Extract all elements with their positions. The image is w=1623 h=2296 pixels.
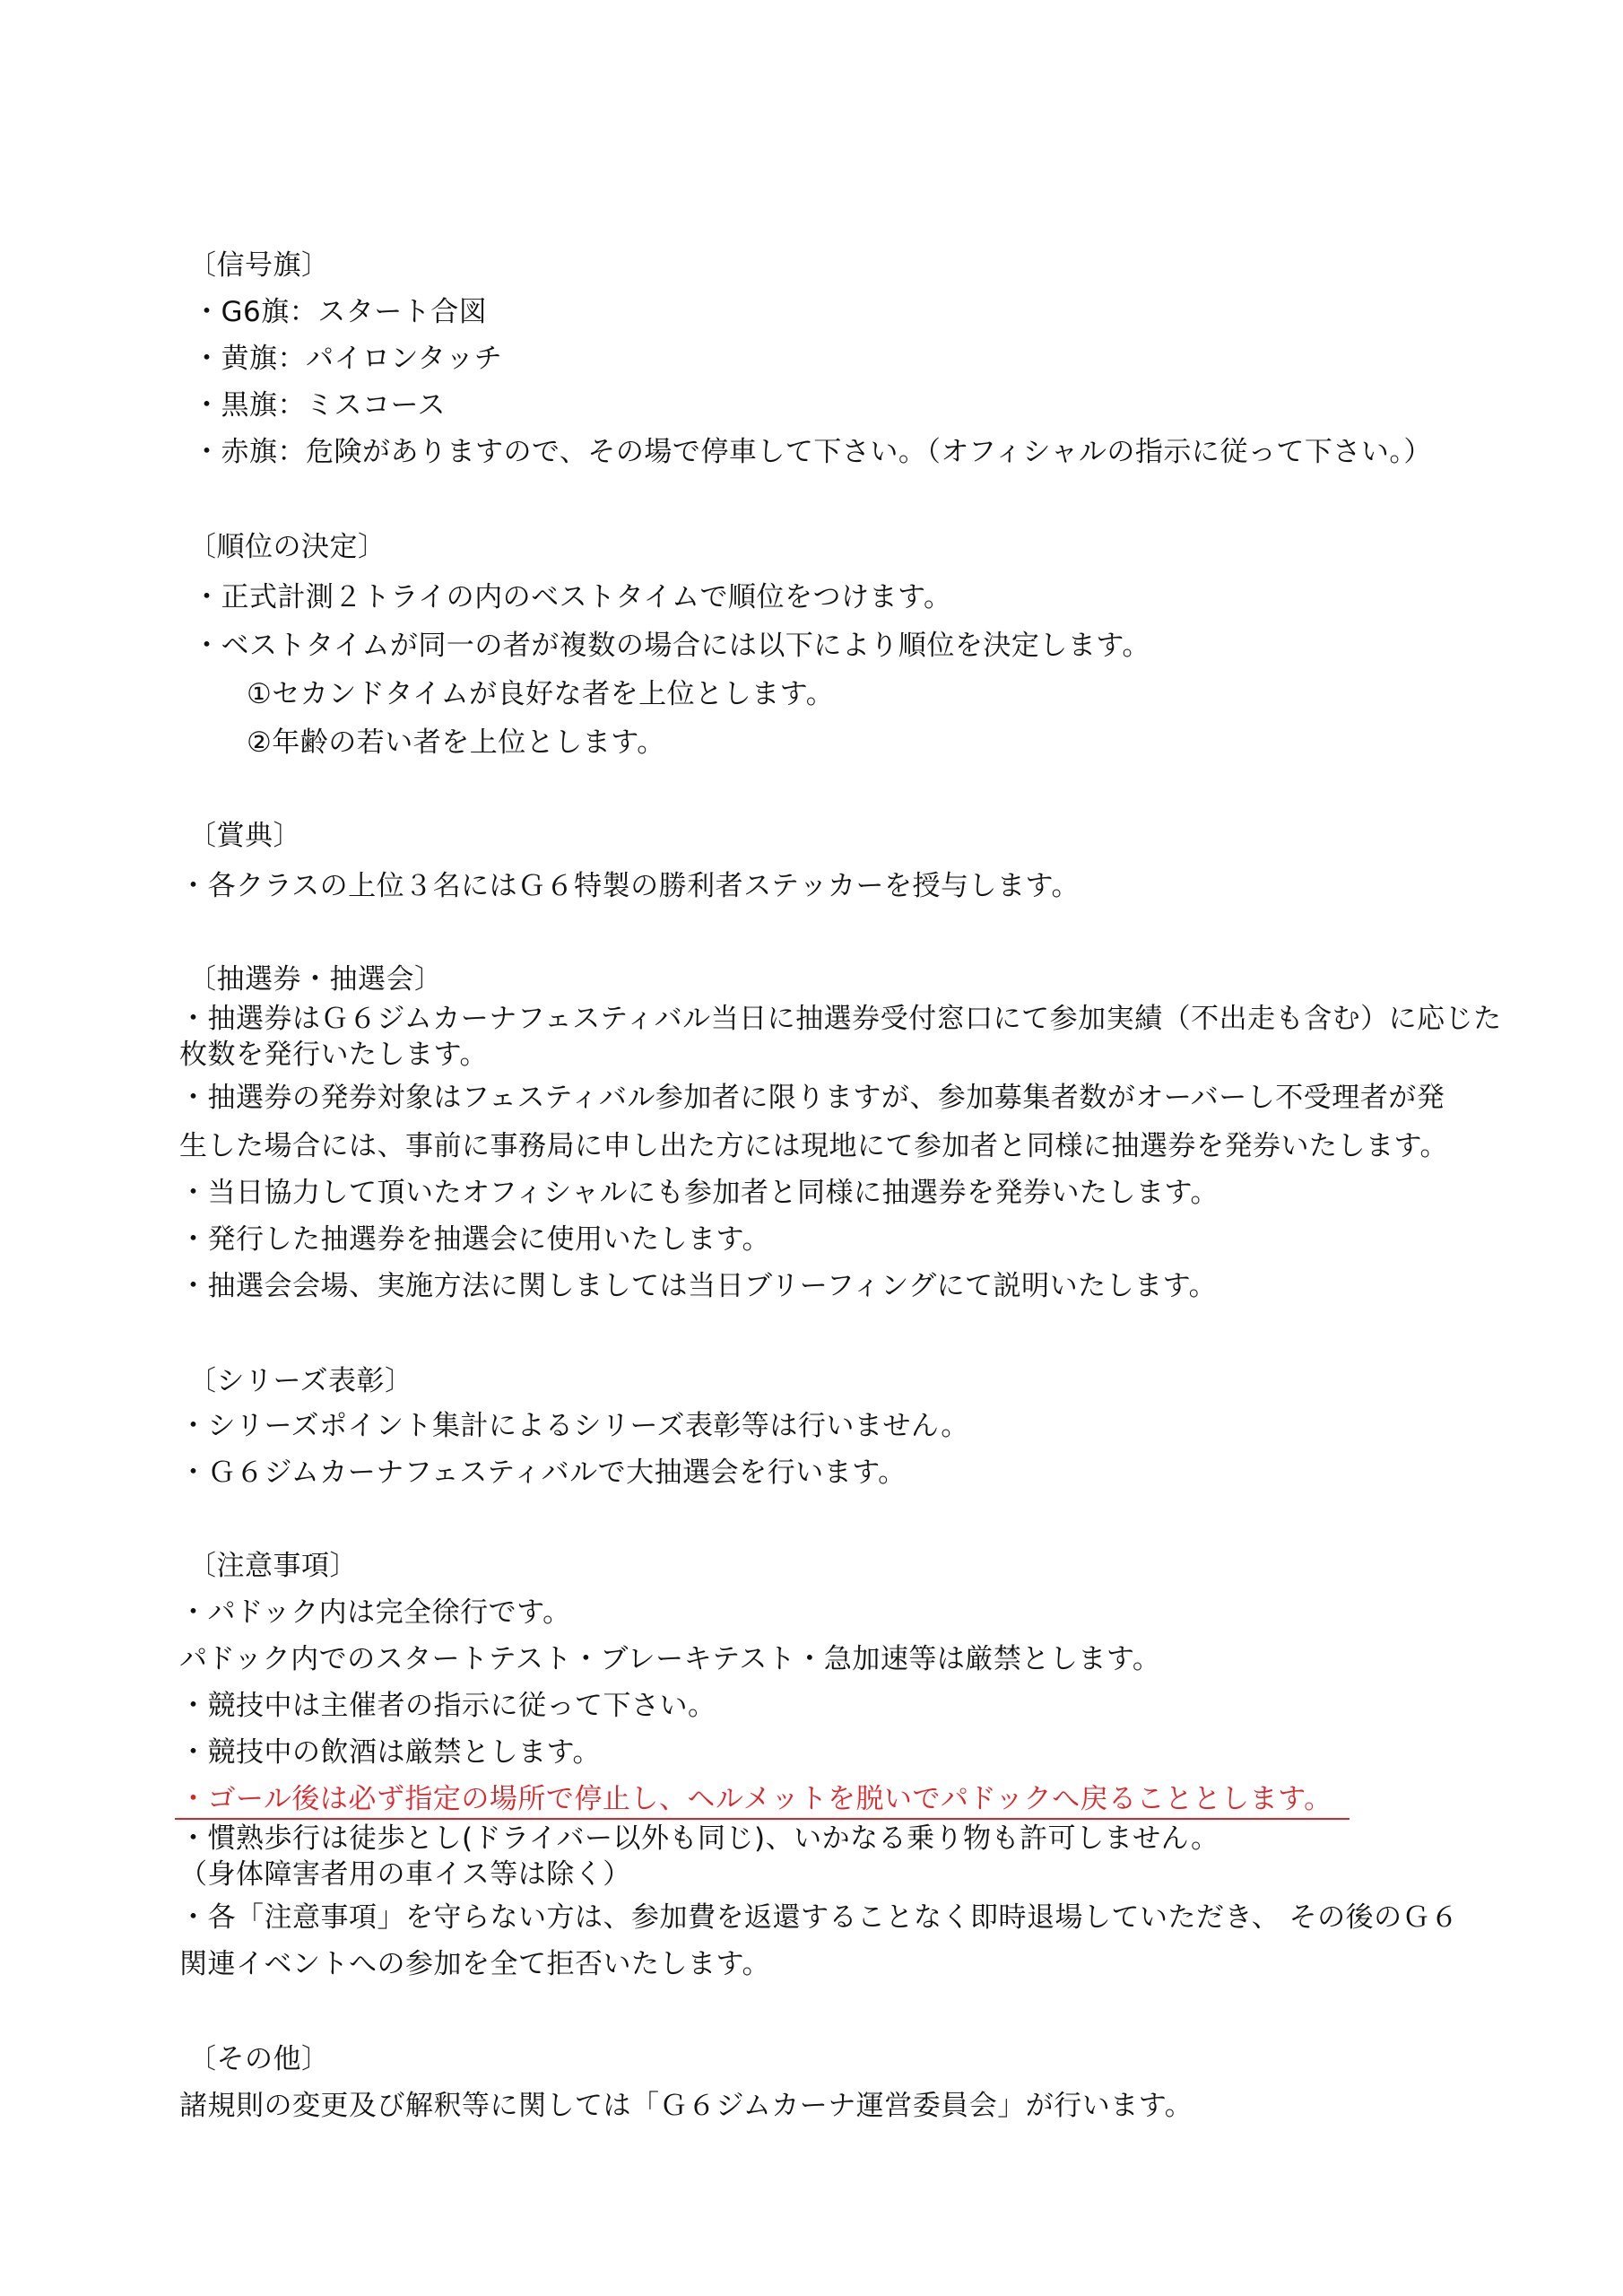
ranking-item: ・正式計測２トライの内のベストタイムで順位をつけます。 — [193, 581, 952, 613]
section-heading-other: 〔その他〕 — [188, 2043, 330, 2075]
signal-flag-item: ・黒旗：ミスコース — [193, 389, 446, 422]
other-item: 諸規則の変更及び解釈等に関しては「Ｇ６ジムカーナ運営委員会」が行います。 — [179, 2090, 1193, 2122]
lottery-line: ・抽選券の発券対象はフェスティバル参加者に限りますが、参加募集者数がオーバーし不受理者が発 — [179, 1082, 1445, 1114]
section-heading-notes: 〔注意事項〕 — [188, 1550, 358, 1582]
notes-line: ・競技中の飲酒は厳禁とします。 — [179, 1736, 602, 1769]
notes-line: パドック内でのスタートテスト・ブレーキテスト・急加速等は厳禁とします。 — [179, 1643, 1161, 1675]
notes-line: ・各「注意事項」を守らない方は、参加費を返還することなく即時退場していただき、 その後のＧ６ — [179, 1901, 1459, 1934]
awards-item: ・各クラスの上位３名にはＧ６特製の勝利者ステッカーを授与します。 — [179, 870, 1080, 902]
section-heading-series: 〔シリーズ表彰〕 — [188, 1365, 413, 1397]
section-heading-ranking: 〔順位の決定〕 — [188, 531, 386, 563]
ranking-item: ・ベストタイムが同一の者が複数の場合には以下により順位を決定します。 — [193, 630, 1150, 662]
lottery-line: 枚数を発行いたします。 — [179, 1039, 489, 1071]
series-item: ・Ｇ６ジムカーナフェスティバルで大抽選会を行います。 — [179, 1457, 907, 1489]
lottery-line: ・当日協力して頂いたオフィシャルにも参加者と同様に抽選券を発券いたします。 — [179, 1177, 1219, 1209]
section-heading-signal-flags: 〔信号旗〕 — [188, 249, 330, 282]
lottery-line: 生した場合には、事前に事務局に申し出た方には現地にて参加者と同様に抽選券を発券いたします。 — [179, 1130, 1449, 1162]
notes-line: ・競技中は主催者の指示に従って下さい。 — [179, 1690, 716, 1722]
notes-line: （身体障害者用の車イス等は除く） — [179, 1858, 631, 1891]
lottery-line: ・抽選会会場、実施方法に関しましては当日ブリーフィングにて説明いたします。 — [179, 1270, 1218, 1302]
ranking-sub-item: ①セカンドタイムが良好な者を上位とします。 — [247, 678, 835, 710]
series-item: ・シリーズポイント集計によるシリーズ表彰等は行いません。 — [179, 1410, 969, 1442]
signal-flag-item: ・G6旗：スタート合図 — [193, 296, 488, 328]
signal-flag-item: ・黄旗：パイロンタッチ — [193, 343, 503, 375]
notes-line: ・パドック内は完全徐行です。 — [179, 1596, 571, 1629]
section-heading-awards: 〔賞典〕 — [188, 820, 301, 852]
highlight-underline — [175, 1818, 1350, 1820]
notes-line: 関連イベントへの参加を全て拒否いたします。 — [179, 1948, 771, 1980]
signal-flag-item: ・赤旗：危険がありますので、その場で停車して下さい。（オフィシャルの指示に従って下さい。） — [193, 436, 1432, 468]
lottery-line: ・発行した抽選券を抽選会に使用いたします。 — [179, 1223, 771, 1256]
notes-line: ・慣熟歩行は徒歩とし(ドライバー以外も同じ)、いかなる乗り物も許可しません。 — [179, 1822, 1219, 1855]
lottery-line: ・抽選券はＧ６ジムカーナフェスティバル当日に抽選券受付窓口にて参加実績（不出走も含む）に応じた — [179, 1003, 1502, 1035]
ranking-sub-item: ②年齢の若い者を上位とします。 — [247, 726, 665, 759]
section-heading-lottery: 〔抽選券・抽選会〕 — [188, 963, 443, 996]
notes-line-highlight: ・ゴール後は必ず指定の場所で停止し、ヘルメットを脱いでパドックへ戻ることとします。 — [179, 1783, 1332, 1815]
